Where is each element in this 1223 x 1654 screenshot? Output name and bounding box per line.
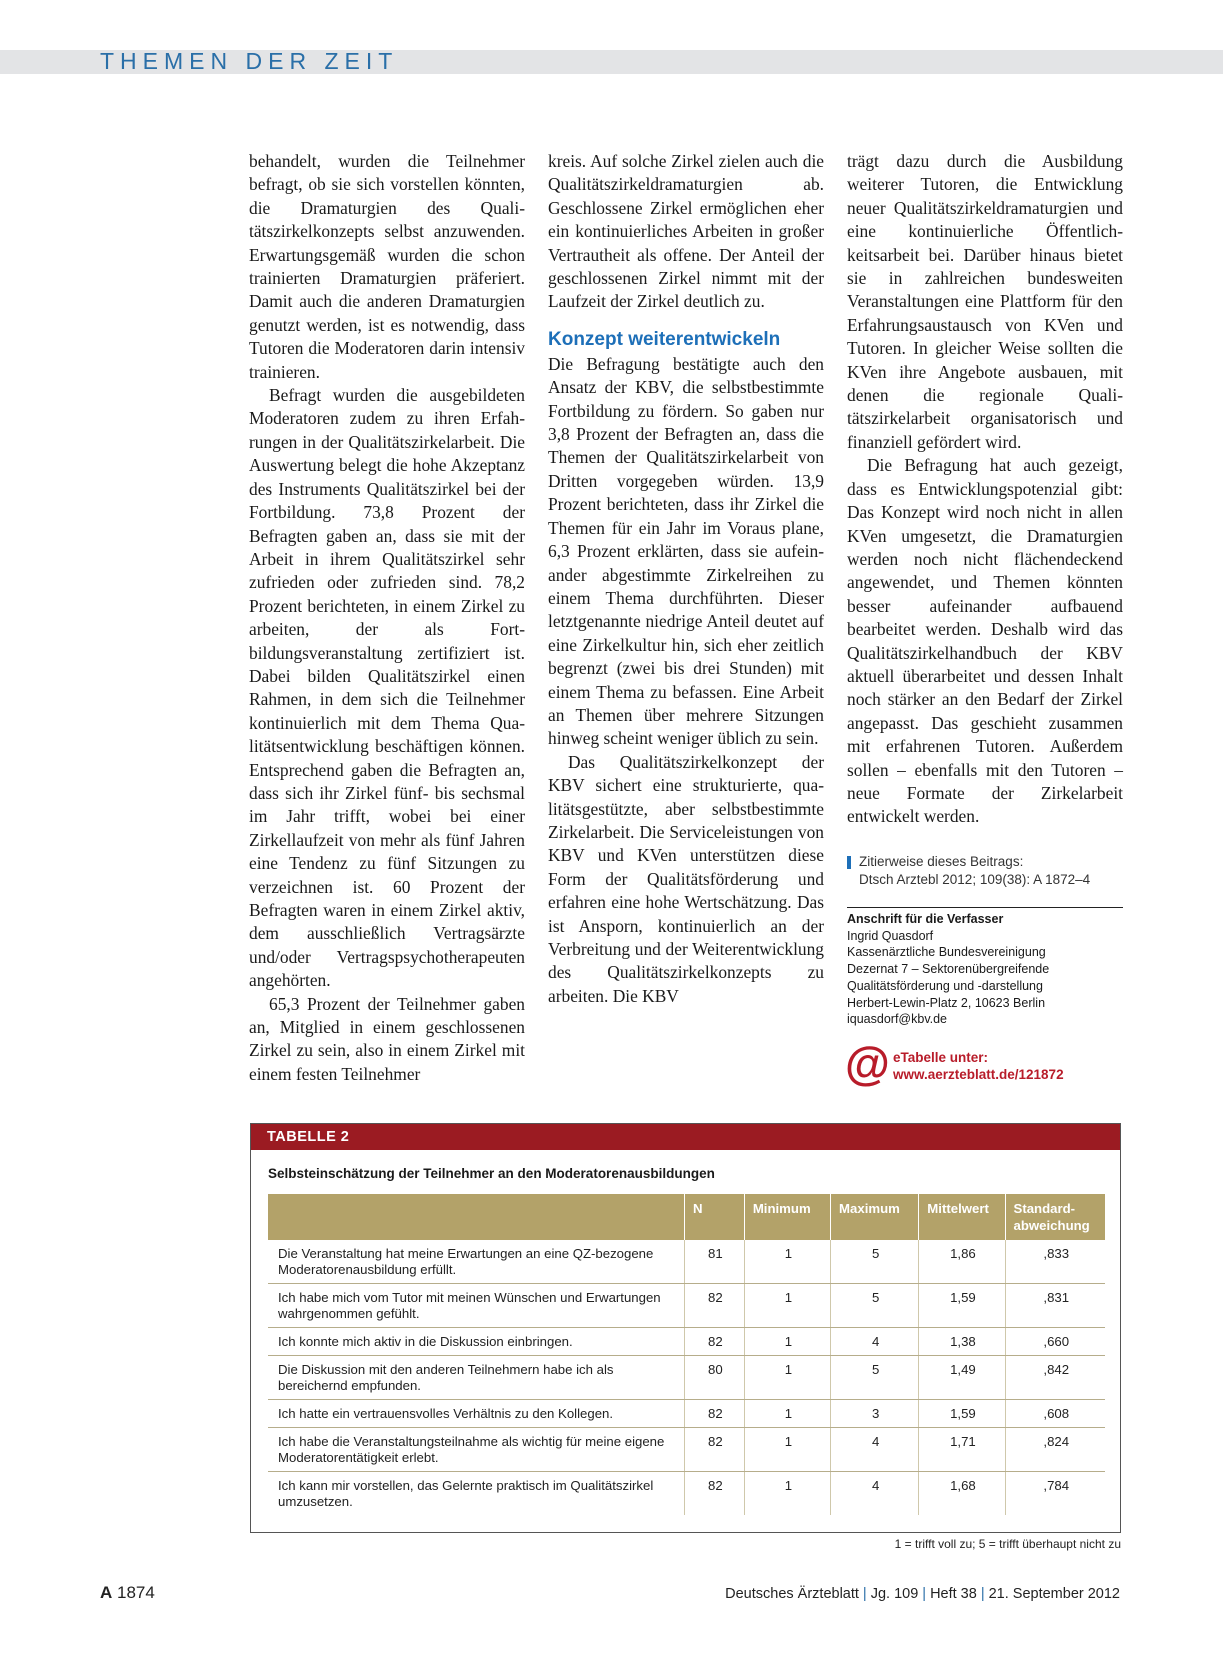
row-statement: Ich hatte ein vertrauensvolles Verhältnis zu den Kollegen. (268, 1400, 684, 1428)
citation-marker (847, 856, 851, 869)
cell-minimum: 1 (744, 1428, 830, 1472)
address-line: Herbert-Lewin-Platz 2, 10623 Berlin (847, 995, 1046, 1010)
author-address (847, 907, 1123, 1028)
cell-minimum: 1 (744, 1284, 830, 1328)
table-row (268, 1240, 1105, 1284)
table-row (268, 1328, 1105, 1356)
table-row (268, 1284, 1105, 1328)
cell-mittelwert: 1,86 (919, 1240, 1005, 1284)
cell-mittelwert: 1,68 (919, 1472, 1005, 1516)
cell-standardabweichung: ,660 (1005, 1328, 1105, 1356)
row-statement: Ich konnte mich aktiv in die Diskussion einbringen. (268, 1328, 684, 1356)
table-2 (250, 1123, 1121, 1533)
table-header-row (268, 1194, 1105, 1240)
citation-reference: Dtsch Arztebl 2012; 109(38): A 1872–4 (859, 872, 1091, 887)
cell-n: 82 (684, 1400, 744, 1428)
section-title: THEMEN DER ZEIT (100, 48, 399, 74)
cell-maximum: 4 (831, 1472, 919, 1516)
cell-minimum: 1 (744, 1356, 830, 1400)
cell-n: 80 (684, 1356, 744, 1400)
cell-minimum: 1 (744, 1472, 830, 1516)
journal-issue: Heft 38 (930, 1586, 977, 1602)
table-row (268, 1400, 1105, 1428)
journal-footer: Deutsches Ärzteblatt | Jg. 109 | Heft 38 | 21. September 2012 (725, 1586, 1120, 1602)
paragraph: Die Befragung bestätigte auch den Ansatz der KBV, die selbstbestimmte Fortbildung zu fördern. So gaben nur 3,8 Prozent der Befragten an, dass die Themen der Qualitätszirkelarbeit von Dritten vorgegeben würden. 13,9 Prozent berichteten, dass ihr Zirkel die Themen für ein Jahr im Voraus plane, 6,3 Prozent erklärten, dass sie aufeinander abgestimmte Zirkelreihen zu einem Thema durchführten. Dieser letztgenannte niedrige Anteil deutet auf eine Zirkelkultur hin, sich eher zeitlich begrenzt (zwei bis drei Stunden) mit einem Thema zu befassen. Eine Arbeit an Themen über mehrere Sitzungen hinweg scheint weniger üblich zu sein. (548, 353, 824, 749)
column-header-minimum: Minimum (744, 1194, 830, 1240)
cell-n: 82 (684, 1428, 744, 1472)
cell-n: 81 (684, 1240, 744, 1284)
column-header-maximum: Maximum (831, 1194, 919, 1240)
paragraph: Die Befragung hat auch gezeigt, dass es Entwicklungspotenzial gibt: Das Konzept wird noch nicht in allen KVen umgesetzt, die Dramaturgien werden noch nicht flächendeckend angewendet, und Themen könnten besser aufeinander aufbauend bearbeitet werden. Deshalb wird das Qualitätszirkelhandbuch der KBV aktuell überarbeitet und dessen Inhalt noch stärker an den Bedarf der Zirkel angepasst. Das geschieht zusammen mit erfahrenen Tutoren. Außerdem sollen – ebenfalls mit den Tutoren – neue Formate der Zirkelarbeit entwickelt werden. (847, 455, 1123, 827)
table-caption: Selbsteinschätzung der Teilnehmer an den Moderatorenausbildungen (268, 1166, 715, 1181)
cell-minimum: 1 (744, 1400, 830, 1428)
address-heading: Anschrift für die Verfasser (847, 912, 1004, 926)
cell-minimum: 1 (744, 1240, 830, 1284)
row-statement: Ich habe die Veranstaltungsteilnahme als wichtig für meine eigene Moderatorentätigkeit erlebt. (268, 1428, 684, 1472)
cell-n: 82 (684, 1328, 744, 1356)
cell-maximum: 5 (831, 1240, 919, 1284)
cell-mittelwert: 1,71 (919, 1428, 1005, 1472)
address-line: Kassenärztliche Bundesvereinigung (847, 945, 1046, 960)
cell-maximum: 4 (831, 1428, 919, 1472)
cell-mittelwert: 1,59 (919, 1284, 1005, 1328)
table-label: TABELLE 2 (251, 1124, 1120, 1150)
cell-maximum: 5 (831, 1356, 919, 1400)
paragraph: Befragt wurden die ausgebildeten Moderatoren zudem zu ihren Erfahrungen in der Qualitätszirkelarbeit. Die Auswertung belegt die hohe Akzeptanz des Instruments Qualitätszirkel bei der Fortbildung. 73,8 Prozent der Befragten gaben an, dass sie mit der Arbeit in ihrem Qualitätszirkel sehr zufrieden oder zufrieden sind. 78,2 Prozent berichteten, in einem Zirkel zu arbeiten, der als Fortbildungsveranstaltung zertifiziert ist. Dabei bilden Qualitätszirkel einen Rahmen, in dem sich die Teilnehmer kontinuierlich mit dem Thema Qualitätsentwicklung beschäftigen können. Entsprechend gaben die Befragten an, dass sich ihr Zirkel fünf- bis sechsmal im Jahr trifft, wobei bei einer Zirkellaufzeit von mehr als fünf Jahren eine Tendenz zu fünf Sitzungen zu verzeichnen ist. 60 Prozent der Befragten waren in einem Zirkel aktiv, dem ausschließlich Vertragsärzte und/oder Vertragspsychotherapeuten angehörten. (249, 385, 525, 991)
citation-block (847, 853, 1123, 889)
author-email-link[interactable]: iquasdorf@kbv.de (847, 1012, 948, 1027)
page-number-value: 1874 (117, 1583, 155, 1602)
paragraph: behandelt, wurden die Teilnehmer befragt, ob sie sich vorstellen könnten, die Dramaturgien des Qualitätszirkelkonzepts selbst anzuwenden. Erwartungsgemäß wurden die schon trainierten Dramaturgien präferiert. Damit auch die anderen Dramaturgien genutzt werden, ist es notwendig, dass Tutoren die Moderatoren darin intensiv trainieren. (249, 151, 525, 382)
row-statement: Ich kann mir vorstellen, das Gelernte praktisch im Qualitätszirkel umzusetzen. (278, 1478, 654, 1509)
cell-standardabweichung: ,608 (1005, 1400, 1105, 1428)
table-row (268, 1472, 1105, 1516)
text-column-1 (249, 150, 525, 1086)
etabelle-box (845, 1037, 1125, 1089)
row-statement: Die Diskussion mit den anderen Teilnehmern habe ich als bereichernd empfunden. (268, 1356, 684, 1400)
page-prefix: A (100, 1583, 113, 1602)
row-statement: Ich habe mich vom Tutor mit meinen Wünschen und Erwartungen wahrgenommen gefühlt. (268, 1284, 684, 1328)
cell-maximum: 3 (831, 1400, 919, 1428)
journal-volume: Jg. 109 (870, 1586, 919, 1602)
paragraph: Das Qualitätszirkelkonzept der KBV sichert eine strukturierte, qualitätsgestützte, aber selbstbestimmte Zirkelarbeit. Die Serviceleistungen von KBV und KVen unterstützen diese Form der Qualitätsförderung und erfahren eine hohe Wertschätzung. Das ist Ansporn, kontinuierlich an der Verbreitung und der Weiterentwicklung des Qualitätszirkelkonzepts zu arbeiten. Die KBV (548, 751, 824, 1006)
column-header-n: N (684, 1194, 744, 1240)
column-header-standardabweichung: Standard- abweichung (1005, 1194, 1105, 1240)
cell-mittelwert: 1,59 (919, 1400, 1005, 1428)
table-row (268, 1356, 1105, 1400)
text-column-3 (847, 150, 1123, 829)
paragraph: 65,3 Prozent der Teilnehmer gaben an, Mitglied in einem geschlossenen Zirkel zu sein, also in einem Zirkel mit einem festen Teilnehmer (249, 993, 525, 1084)
cell-n: 82 (684, 1284, 744, 1328)
cell-standardabweichung: ,833 (1005, 1240, 1105, 1284)
paragraph: kreis. Auf solche Zirkel zielen auch die Qualitätszirkeldramaturgien ab. Geschlossene Zirkel ermöglichen eher ein kontinuierliches Arbeiten in großer Vertrautheit als offene. Der Anteil der geschlossenen Zirkel nimmt mit der Laufzeit der Zirkel deutlich zu. (548, 151, 824, 312)
address-line: Qualitätsförderung und -darstellung (847, 978, 1043, 993)
etabelle-link[interactable]: www.aerzteblatt.de/121872 (893, 1067, 1064, 1082)
row-statement: Die Veranstaltung hat meine Erwartungen an eine QZ-bezogene Moderatorenausbildung erfüllt. (268, 1240, 684, 1284)
text-column-2 (548, 150, 824, 1008)
cell-standardabweichung: ,784 (1005, 1472, 1105, 1516)
subheading: Konzept weiterentwickeln (548, 328, 781, 350)
journal-date: 21. September 2012 (988, 1586, 1120, 1602)
cell-minimum: 1 (744, 1328, 830, 1356)
paragraph: trägt dazu durch die Ausbildung weiterer Tutoren, die Entwicklung neuer Qualitätszirkeldramaturgien und eine kontinuierliche Öffentlichkeitsarbeit bei. Darüber hinaus bietet sie in zahlreichen bundesweiten Veranstaltungen eine Plattform für den Erfahrungsaustausch von KVen und Tutoren. In gleicher Weise sollten die KVen ihre Angebote ausbauen, mit denen die regionale Qualitätszirkelarbeit organisatorisch und finanziell gefördert wird. (847, 151, 1123, 452)
cell-standardabweichung: ,842 (1005, 1356, 1105, 1400)
data-table (268, 1194, 1105, 1515)
cell-mittelwert: 1,49 (919, 1356, 1005, 1400)
cell-maximum: 5 (831, 1284, 919, 1328)
cell-n: 82 (684, 1472, 744, 1516)
journal-name: Deutsches Ärzteblatt (725, 1586, 859, 1602)
table-row (268, 1428, 1105, 1472)
address-line: Dezernat 7 – Sektorenübergreifende (847, 962, 1050, 977)
page-number (100, 1583, 155, 1603)
cell-mittelwert: 1,38 (919, 1328, 1005, 1356)
column-header-mittelwert: Mittelwert (919, 1194, 1005, 1240)
cell-standardabweichung: ,831 (1005, 1284, 1105, 1328)
address-line: Ingrid Quasdorf (847, 928, 934, 943)
table-footnote: 1 = trifft voll zu; 5 = trifft überhaupt nicht zu (894, 1537, 1121, 1551)
cell-standardabweichung: ,824 (1005, 1428, 1105, 1472)
etabelle-label: eTabelle unter: (893, 1050, 989, 1065)
column-header-statement (268, 1194, 684, 1240)
at-icon: @ (845, 1037, 890, 1089)
cell-maximum: 4 (831, 1328, 919, 1356)
citation-label: Zitierweise dieses Beitrags: (859, 854, 1024, 869)
